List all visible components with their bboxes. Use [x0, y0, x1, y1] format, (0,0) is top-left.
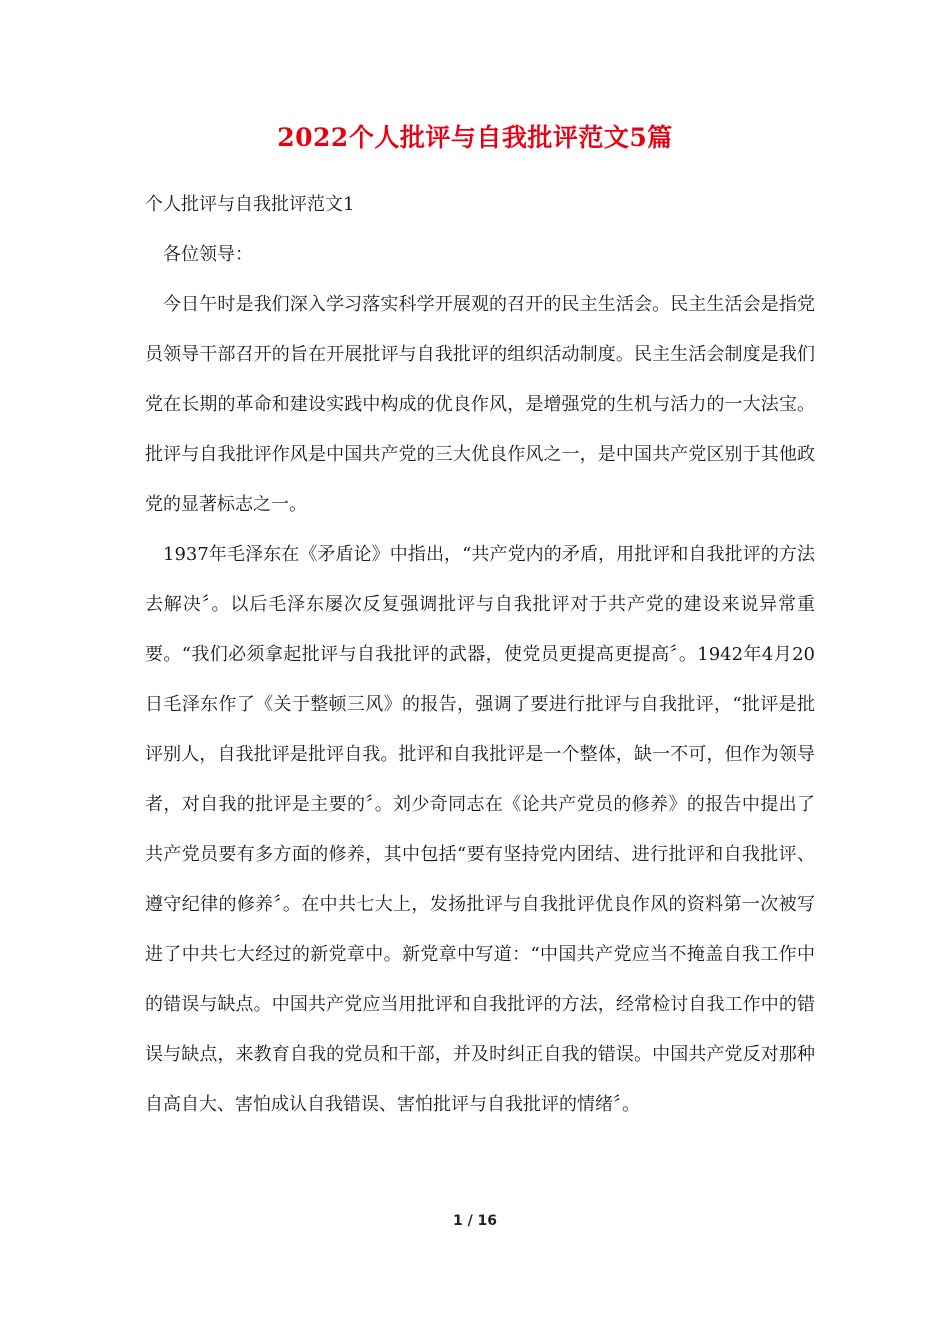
document-body: [145, 180, 815, 1130]
section-heading: 个人批评与自我批评范文1: [145, 194, 355, 215]
paragraph-2: 1937年毛泽东在《矛盾论》中指出，“共产党内的矛盾，用批评和自我批评的方法去解决〞。以后毛泽东屡次反复强调批评与自我批评对于共产党的建设来说异常重要。“我们必须拿起批评与自我批评的武器，使党员更提高更提高〞。1942年4月20日毛泽东作了《关于整顿三风》的报告，强调了要进行批评与自我批评，“批评是批评别人，自我批评是批评自我。批评和自我批评是一个整体，缺一不可，但作为领导者，对自我的批评是主要的〞。刘少奇同志在《论共产党员的修养》的报告中提出了共产党员要有多方面的修养，其中包括“要有坚持党内团结、进行批评和自我批评、遵守纪律的修养〞。在中共七大上，发扬批评与自我批评优良作风的资料第一次被写进了中共七大经过的新党章中。新党章中写道：“中国共产党应当不掩盖自我工作中的错误与缺点。中国共产党应当用批评和自我批评的方法，经常检讨自我工作中的错误与缺点，来教育自我的党员和干部，并及时纠正自我的错误。中国共产党反对那种自高自大、害怕成认自我错误、害怕批评与自我批评的情绪〞。: [145, 544, 815, 1115]
page-number: 1 / 16: [452, 1213, 498, 1229]
paragraph-1: 今日午时是我们深入学习落实科学开展观的召开的民主生活会。民主生活会是指党员领导干部召开的旨在开展批评与自我批评的组织活动制度。民主生活会制度是我们党在长期的革命和建设实践中构成的优良作风，是增强党的生机与活力的一大法宝。批评与自我批评作风是中国共产党的三大优良作风之一，是中国共产党区别于其他政党的显著标志之一。: [145, 294, 815, 515]
salutation: 各位领导：: [163, 244, 253, 265]
document-title: 2022个人批评与自我批评范文5篇: [277, 123, 673, 152]
